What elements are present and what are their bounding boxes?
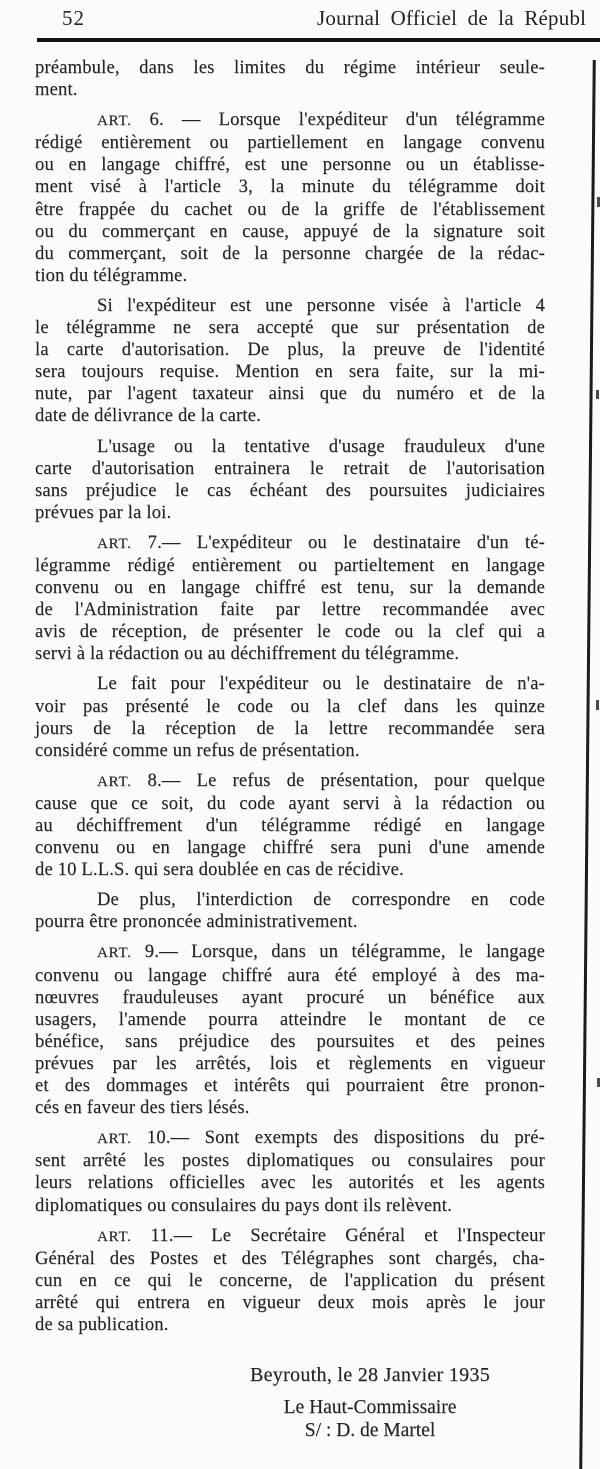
- paragraph: [35, 295, 545, 428]
- paragraph: [35, 889, 545, 933]
- text-line: du commerçant, soit de la personne chargée de la rédac-: [35, 243, 545, 264]
- text-line: ART. 9.— Lorsque, dans un télégramme, le langage: [97, 942, 545, 963]
- paragraph: [35, 941, 545, 1119]
- text-line: bénéfice, sans préjudice des poursuites et des peines: [35, 1031, 545, 1052]
- text-line: ART. 7.— L'expéditeur ou le destinataire d'un té-: [97, 532, 545, 553]
- text-line: de 10 L.L.S. qui sera doublée en cas de récidive.: [35, 860, 404, 881]
- text-line: ment visé à l'article 3, la minute du télégramme doit: [35, 177, 545, 198]
- text-line: de l'Administration faite par lettre recommandée avec: [35, 600, 545, 621]
- article-label: ART.: [97, 1227, 132, 1245]
- paragraph: [35, 109, 545, 287]
- text-line: date de délivrance de la carte.: [35, 406, 262, 427]
- text-line: ment.: [35, 80, 78, 101]
- article-label: ART.: [97, 534, 132, 552]
- scan-artifact: [596, 700, 599, 710]
- article-label: ART.: [97, 944, 132, 962]
- text-line: légramme rédigé entièrement ou partieltement en langage: [35, 555, 545, 576]
- text-line: de sa publication.: [35, 1314, 169, 1335]
- text-line: pourra être prononcée administrativement.: [35, 912, 358, 933]
- text-line: convenu ou en langage chiffré sera puni d'une amende: [35, 838, 545, 859]
- text-line: convenu ou langage chiffré aura été employé à des ma-: [35, 965, 545, 986]
- text-line: et des dommages et intérêts qui pourraient être pronon-: [35, 1076, 545, 1097]
- text-line: ART. 10.— Sont exempts des dispositions du pré-: [97, 1128, 545, 1149]
- text-line: carte d'autorisation entrainera le retrait de l'autorisation: [35, 458, 545, 479]
- text-line: Si l'expéditeur est une personne visée à l'article 4: [97, 295, 545, 316]
- text-line: convenu ou en langage chiffré est tenu, sur la demande: [35, 578, 545, 599]
- text-line: prévues par les arrêtés, lois et règlements en vigueur: [35, 1053, 545, 1074]
- text-line: L'usage ou la tentative d'usage frauduleux d'une: [97, 436, 545, 457]
- paragraph: [35, 673, 545, 761]
- article-label: ART.: [97, 772, 132, 790]
- text-line: sent arrêté les postes diplomatiques ou consulaires pour: [35, 1151, 545, 1172]
- text-line: servi à la rédaction ou au déchiffrement du télégramme.: [35, 644, 460, 665]
- text-line: sans préjudice le cas échéant des poursuites judiciaires: [35, 480, 545, 501]
- text-line: avis de réception, de présenter le code ou la clef qui a: [35, 622, 545, 643]
- article-label: ART.: [97, 112, 132, 130]
- text-line: la carte d'autorisation. De plus, la preuve de l'identité: [35, 340, 545, 361]
- signatory-name: S/ : D. de Martel: [304, 1420, 436, 1441]
- text-line: cause que ce soit, du code ayant servi à la rédaction ou: [35, 793, 545, 814]
- text-line: diplomatiques ou consulaires du pays dont ils relèvent.: [35, 1195, 452, 1216]
- header-divider: [37, 38, 600, 42]
- paragraph: [35, 1225, 545, 1336]
- text-line: nute, par l'agent taxateur ainsi que du numéro et de la: [35, 384, 545, 405]
- text-line: ART. 6. — Lorsque l'expéditeur d'un télégramme: [97, 110, 545, 131]
- text-line: ou du commerçant en cause, appuyé de la signature soit: [35, 221, 545, 242]
- text-line: cun en ce qui le concerne, de l'application du présent: [35, 1270, 545, 1291]
- text-line: rédigé entièrement ou partiellement en langage convenu: [35, 133, 545, 154]
- place-date-line: Beyrouth, le 28 Janvier 1935: [249, 1364, 491, 1386]
- scan-artifact: [596, 390, 599, 399]
- journal-title: Journal Officiel de la Républ: [317, 6, 587, 30]
- article-label: ART.: [97, 1130, 132, 1148]
- text-line: Le fait pour l'expéditeur ou le destinataire de n'a-: [97, 674, 545, 695]
- text-line: tion du télégramme.: [35, 265, 188, 286]
- text-line: cés en faveur des tiers lésés.: [35, 1098, 250, 1119]
- paragraph: [35, 57, 545, 101]
- column-divider: [579, 60, 596, 1469]
- paragraph: [35, 770, 545, 881]
- text-line: au déchiffrement d'un télégramme rédigé en langage: [35, 816, 545, 836]
- signature-block: [170, 1364, 570, 1442]
- text-line: nœuvres frauduleuses ayant procuré un bénéfice aux: [35, 987, 545, 1008]
- text-line: considéré comme un refus de présentation.: [35, 740, 360, 761]
- paragraph: [35, 532, 545, 666]
- text-line: prévues par la loi.: [35, 502, 172, 523]
- text-line: leurs relations officielles avec les autorités et les agents: [35, 1173, 545, 1194]
- text-line: voir pas présenté le code ou la clef dans les quinze: [35, 696, 545, 717]
- page-number: 52: [62, 6, 85, 30]
- text-line: le télégramme ne sera accepté que sur présentation de: [35, 318, 545, 339]
- text-line: jours de la réception de la lettre recommandée sera: [35, 718, 545, 739]
- text-line: De plus, l'interdiction de correspondre en code: [97, 890, 545, 911]
- paragraph: [35, 436, 545, 524]
- text-line: usagers, l'amende pourra atteindre le montant de ce: [35, 1009, 545, 1030]
- paragraph: [35, 1127, 545, 1216]
- text-line: Général des Postes et des Télégraphes sont chargés, cha-: [35, 1248, 545, 1269]
- text-line: arrêté qui entrera en vigueur deux mois après le jour: [35, 1292, 545, 1313]
- text-line: préambule, dans les limites du régime intérieur seule-: [35, 58, 545, 78]
- text-line: être frappée du cachet ou de la griffe de l'établissement: [35, 199, 545, 220]
- text-line: sera toujours requise. Mention en sera faite, sur la mi-: [35, 362, 545, 383]
- text-line: ART. 11.— Le Secrétaire Général et l'Inspecteur: [97, 1225, 545, 1246]
- text-line: ART. 8.— Le refus de présentation, pour quelque: [97, 770, 545, 791]
- signatory-title: Le Haut-Commissaire: [283, 1397, 457, 1418]
- text-line: ou en langage chiffré, est une personne ou un établisse-: [35, 155, 545, 176]
- article-body: [35, 57, 545, 1336]
